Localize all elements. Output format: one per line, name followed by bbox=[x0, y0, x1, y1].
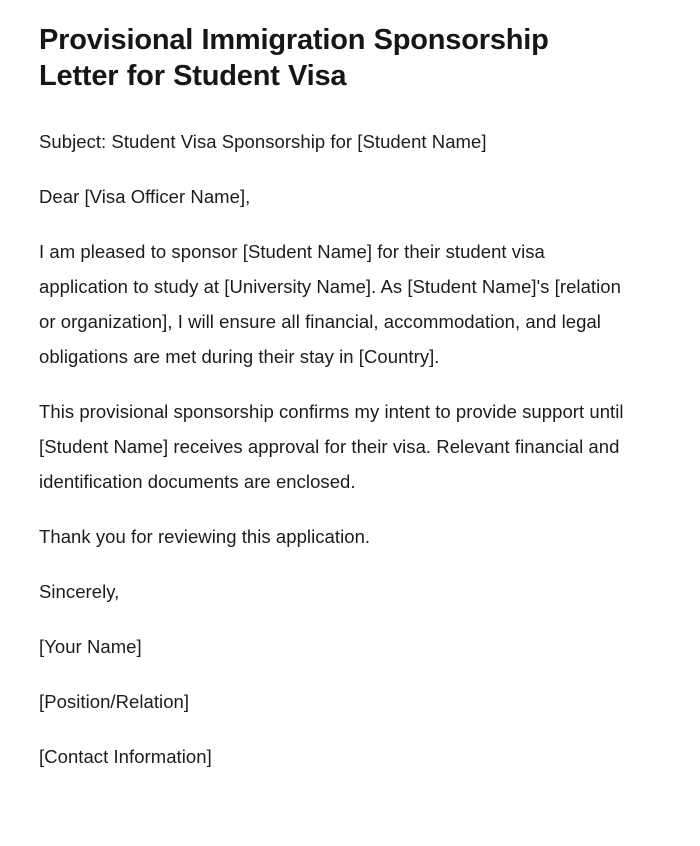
letter-paragraph-sponsorship-intro: I am pleased to sponsor [Student Name] for their student visa application to study at [University Name]. As [Student Name]'s [relation or organization], I will ensure all financial, accommodation, and legal obligations are met during their stay in [Country]. bbox=[39, 241, 621, 367]
letter-body bbox=[39, 124, 630, 774]
letter-signature-position: [Position/Relation] bbox=[39, 691, 190, 712]
page-title: Provisional Immigration Sponsorship Letter for Student Visa bbox=[39, 24, 549, 92]
letter-signature-name: [Your Name] bbox=[39, 636, 142, 657]
letter-closing: Sincerely, bbox=[39, 581, 120, 602]
letter-salutation: Dear [Visa Officer Name], bbox=[39, 186, 251, 207]
letter-paragraph-thank-you: Thank you for reviewing this application. bbox=[39, 526, 371, 547]
letter-paragraph-provisional-support: This provisional sponsorship confirms my intent to provide support until [Student Name] receives approval for their visa. Relevant financial and identification documents are enclosed. bbox=[39, 401, 624, 492]
letter-signature-contact: [Contact Information] bbox=[39, 746, 212, 767]
letter-subject-line: Subject: Student Visa Sponsorship for [Student Name] bbox=[39, 131, 487, 152]
